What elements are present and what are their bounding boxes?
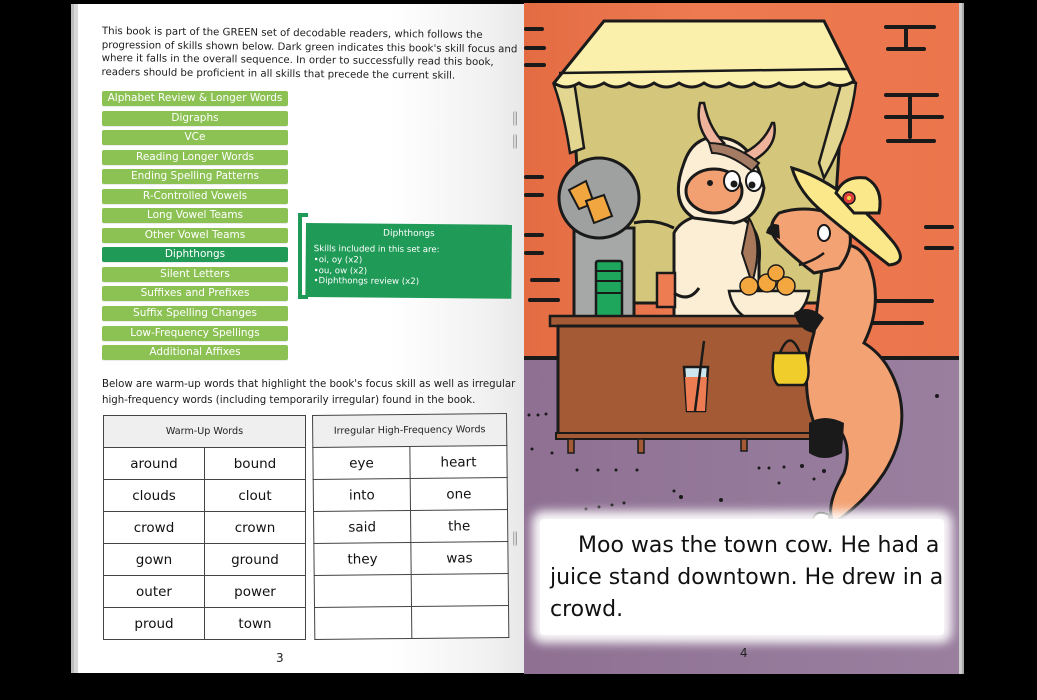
table-cell: around	[104, 448, 205, 480]
table-row	[314, 509, 508, 543]
table-cell: heart	[410, 445, 507, 478]
skill-item: Low-Frequency Spellings	[102, 326, 288, 341]
focus-skill-item: • Diphthongs review (x2)	[313, 276, 503, 288]
skill-item: Ending Spelling Patterns	[102, 169, 288, 184]
skill-item: Reading Longer Words	[102, 150, 288, 165]
table-cell	[411, 573, 508, 606]
table-row	[104, 608, 306, 640]
focus-skill-item: • oi, oy (x2)	[314, 255, 504, 267]
irregular-words-table	[312, 413, 509, 640]
warmup-words-table	[103, 415, 306, 640]
table-row	[313, 445, 507, 479]
table-cell: eye	[313, 446, 410, 479]
staple-icon	[513, 531, 517, 546]
table-cell: crown	[205, 512, 306, 544]
skill-progression-list	[102, 91, 288, 365]
table-row	[104, 576, 306, 608]
skill-item: Long Vowel Teams	[102, 208, 288, 223]
intro-paragraph: This book is part of the GREEN set of decodable readers, which follows the progression of skills shown below. Dark green indicates this book's skill focus and where it falls in the overall sequence. In order to successfully read this book, readers should be proficient in all skills that precede the current skill.	[101, 25, 518, 82]
left-page	[78, 4, 524, 673]
skill-item: Silent Letters	[102, 267, 288, 282]
table-cell: ground	[205, 544, 306, 576]
skill-item: Other Vowel Teams	[102, 228, 288, 243]
table-row	[314, 573, 508, 607]
page-number-left: 3	[276, 651, 284, 665]
table-cell: the	[411, 509, 508, 542]
focus-skill-intro: Skills included in this set are:	[313, 244, 440, 256]
table-cell	[412, 605, 509, 638]
table-cell: they	[314, 542, 411, 575]
focus-skill-title: Diphthongs	[383, 228, 435, 240]
table-cell	[314, 574, 411, 607]
table-row	[104, 480, 306, 512]
story-text: Moo was the town cow. He had a juice stand downtown. He drew in a crowd.	[550, 533, 944, 622]
table-cell: one	[410, 477, 507, 510]
skill-item-current-focus: Diphthongs	[102, 247, 288, 262]
table-cell: clout	[205, 480, 306, 512]
table-cell: into	[313, 478, 410, 511]
warmup-description: Below are warm-up words that highlight the book's focus skill as well as irregular high-frequency words (including temporarily irregular) found in the book.	[102, 379, 516, 406]
table-row	[313, 477, 507, 511]
staple-icon	[513, 134, 517, 149]
skill-item: Digraphs	[102, 111, 288, 126]
table-cell: town	[205, 608, 306, 640]
skill-item: Alphabet Review & Longer Words	[102, 91, 288, 106]
table-cell: power	[205, 576, 306, 608]
table-cell: was	[411, 541, 508, 574]
table-cell: bound	[205, 448, 306, 480]
table-cell: crowd	[104, 512, 205, 544]
warmup-table-header: Warm-Up Words	[104, 416, 306, 448]
irregular-table-header: Irregular High-Frequency Words	[313, 413, 507, 447]
skill-item: R-Controlled Vowels	[102, 189, 288, 204]
skill-item: Suffix Spelling Changes	[102, 306, 288, 321]
table-cell: clouds	[104, 480, 205, 512]
right-page	[524, 3, 959, 674]
table-row	[104, 512, 306, 544]
skill-item: VCe	[102, 130, 288, 145]
focus-skill-item: • ou, ow (x2)	[314, 266, 504, 278]
skill-item: Suffixes and Prefixes	[102, 286, 288, 301]
table-row	[315, 605, 509, 639]
staple-icon	[513, 111, 517, 126]
table-row	[104, 544, 306, 576]
table-cell: gown	[104, 544, 205, 576]
page-number-right: 4	[740, 646, 748, 660]
skill-item: Additional Affixes	[102, 345, 288, 360]
table-row	[314, 541, 508, 575]
table-cell: outer	[104, 576, 205, 608]
focus-skill-box	[305, 223, 512, 299]
table-cell: said	[314, 510, 411, 543]
table-cell: proud	[104, 608, 205, 640]
table-cell	[315, 606, 412, 639]
table-row	[104, 448, 306, 480]
